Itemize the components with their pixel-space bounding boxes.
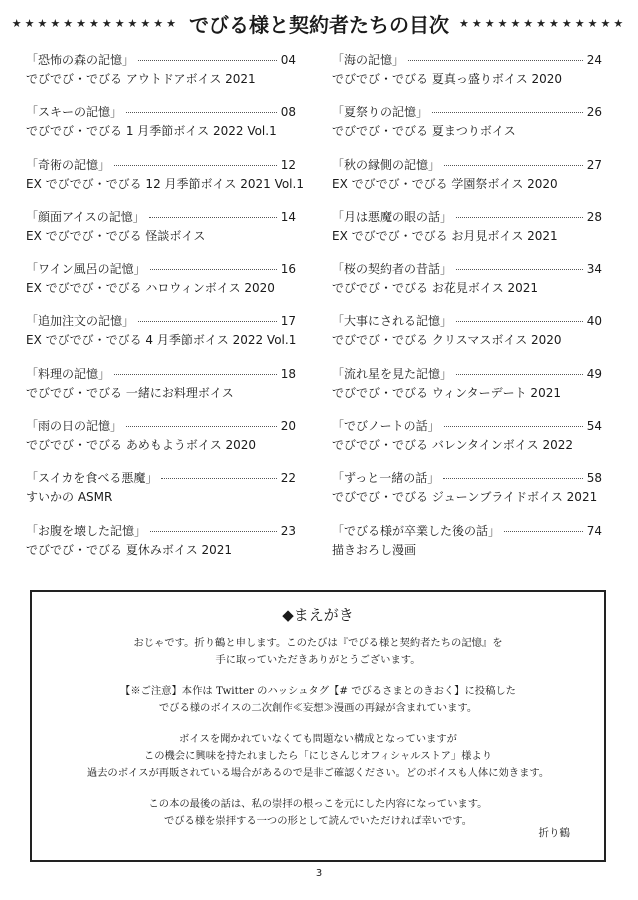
toc-entry-page: 54: [586, 419, 602, 434]
toc-entry-title: 「ワイン風呂の記憶」: [26, 262, 146, 277]
toc-entry: [332, 261, 602, 313]
toc-entry-title: 「スキーの記憶」: [26, 105, 123, 120]
toc-entry-page: 16: [280, 262, 296, 277]
toc-entry-title: 「でびノートの話」: [332, 419, 440, 434]
page-header: [0, 8, 638, 38]
page-title: でびる様と契約者たちの目次: [189, 12, 449, 37]
leader-dots: [126, 112, 277, 113]
leader-dots: [443, 478, 582, 479]
toc-entry: [26, 523, 296, 575]
toc-entry-page: 58: [586, 471, 602, 486]
toc-entry-subtitle: でびでび・でびる 一緒にお料理ボイス: [26, 385, 234, 400]
leader-dots: [114, 374, 277, 375]
toc-entry: [26, 470, 296, 522]
toc-entry-title: 「顔面アイスの記憶」: [26, 209, 145, 224]
preface-line: 手に取っていただきありがとうございます。: [215, 654, 421, 666]
toc-entry-page: 04: [280, 53, 296, 67]
toc-column-left: [26, 52, 304, 575]
leader-dots: [408, 60, 583, 61]
toc-entry: [332, 157, 602, 209]
toc-entry-page: 18: [280, 366, 296, 381]
toc-entry-subtitle: でびでび・でびる あめもようボイス 2020: [26, 438, 257, 453]
preface-box: [30, 590, 606, 862]
preface-line: この機会に興味を持たれましたら「にじさんじオフィシャルストア」様より: [143, 750, 493, 762]
toc-entry-subtitle: でびでび・でびる ジューンブライドボイス 2021: [332, 490, 598, 505]
preface-line: この本の最後の話は、私の崇拝の根っこを元にした内容になっています。: [148, 798, 488, 810]
toc-entry-title: 「流れ星を見た記憶」: [332, 366, 453, 381]
toc-entry-title: 「雨の日の記憶」: [26, 419, 123, 434]
toc-entry-subtitle: でびでび・でびる 夏まつりボイス: [332, 124, 516, 139]
toc-entry-page: 14: [280, 209, 296, 224]
toc-entry: [26, 313, 296, 365]
toc-entry-title: 「追加注文の記憶」: [26, 314, 135, 329]
leader-dots: [138, 60, 277, 61]
toc-entry-title: 「月は悪魔の眼の話」: [332, 209, 453, 224]
toc-entry: [26, 418, 296, 470]
toc-entry-subtitle: EX でびでび・でびる 12 月季節ボイス 2021 Vol.1: [26, 176, 304, 191]
leader-dots: [432, 112, 583, 113]
toc-entry-title: 「桜の契約者の昔話」: [332, 262, 453, 277]
preface-line: 過去のボイスが再販されている場合があるので是非ご確認ください。どのボイスも人体に効きます。: [86, 767, 550, 779]
table-of-contents: [26, 52, 614, 575]
toc-entry-title: 「スイカを食べる悪魔」: [26, 471, 158, 486]
preface-paragraph: [32, 635, 604, 669]
toc-entry-subtitle: EX でびでび・でびる 怪談ボイス: [26, 228, 206, 243]
toc-entry-subtitle: でびでび・でびる 夏休みボイス 2021: [26, 542, 233, 557]
leader-dots: [114, 165, 277, 166]
toc-entry-title: 「ずっと一緒の話」: [332, 471, 440, 486]
toc-entry-title: 「恐怖の森の記憶」: [26, 53, 135, 67]
toc-entry-subtitle: でびでび・でびる 1 月季節ボイス 2022 Vol.1: [26, 124, 277, 139]
preface-line: おじゃです。折り鶴と申します。このたびは『でびる様と契約者たちの記憶』を: [133, 637, 503, 649]
leader-dots: [149, 217, 277, 218]
leader-dots: [444, 165, 583, 166]
preface-paragraph: [32, 796, 604, 830]
leader-dots: [150, 531, 277, 532]
toc-entry-page: 12: [280, 157, 296, 172]
toc-entry-subtitle: EX でびでび・でびる 学園祭ボイス 2020: [332, 176, 558, 191]
leader-dots: [126, 426, 277, 427]
toc-entry: [332, 366, 602, 418]
toc-entry: [332, 313, 602, 365]
leader-dots: [138, 321, 277, 322]
toc-entry-subtitle: でびでび・でびる ウィンターデート 2021: [332, 385, 561, 400]
toc-entry-title: 「秋の縁側の記憶」: [332, 157, 441, 172]
toc-entry-subtitle: でびでび・でびる バレンタインボイス 2022: [332, 438, 574, 453]
leader-dots: [456, 374, 583, 375]
toc-entry-subtitle: EX でびでび・でびる 4 月季節ボイス 2022 Vol.1: [26, 333, 297, 348]
toc-entry: [26, 209, 296, 261]
toc-entry-title: 「でびる様が卒業した後の話」: [332, 523, 501, 538]
toc-entry-page: 74: [586, 523, 602, 538]
toc-entry-page: 08: [280, 105, 296, 120]
preface-line: でびる様を崇拝する一つの形として読んでいただければ幸いです。: [163, 815, 473, 827]
toc-entry: [26, 157, 304, 209]
toc-entry-title: 「奇術の記憶」: [26, 157, 111, 172]
stars-left-decoration: ★★★★★★★★★★★★★: [11, 16, 179, 30]
toc-entry-subtitle: でびでび・でびる アウトドアボイス 2021: [26, 72, 256, 86]
toc-entry: [332, 523, 602, 575]
author-signature: 折り鶴: [538, 827, 570, 839]
toc-entry: [26, 261, 296, 313]
toc-entry-subtitle: でびでび・でびる お花見ボイス 2021: [332, 281, 539, 296]
toc-entry: [332, 418, 602, 470]
toc-entry: [332, 52, 602, 104]
toc-entry-page: 26: [586, 105, 602, 120]
toc-entry-title: 「料理の記憶」: [26, 366, 111, 381]
toc-entry-page: 49: [586, 366, 602, 381]
toc-entry: [332, 104, 602, 156]
toc-entry-subtitle: でびでび・でびる 夏真っ盛りボイス 2020: [332, 72, 563, 86]
toc-entry: [332, 470, 602, 522]
toc-entry-page: 24: [586, 53, 602, 67]
toc-entry-subtitle: 描きおろし漫画: [332, 542, 417, 557]
leader-dots: [161, 478, 276, 479]
preface-line: 【※ご注意】本作は Twitter のハッシュタグ【# でびるさまとのきおく】に投稿した: [120, 685, 516, 697]
toc-entry-page: 17: [280, 314, 296, 329]
leader-dots: [456, 321, 583, 322]
toc-entry-page: 34: [586, 262, 602, 277]
toc-entry: [332, 209, 602, 261]
toc-entry-page: 40: [586, 314, 602, 329]
preface-line: でびる様のボイスの二次創作≪妄想≫漫画の再録が含まれています。: [158, 702, 478, 714]
toc-entry: [26, 104, 296, 156]
page-number: 3: [315, 868, 323, 879]
toc-entry-title: 「大事にされる記憶」: [332, 314, 453, 329]
stars-right-decoration: ★★★★★★★★★★★★★: [459, 16, 627, 30]
toc-entry-subtitle: EX でびでび・でびる お月見ボイス 2021: [332, 228, 558, 243]
toc-entry: [26, 366, 296, 418]
toc-entry-page: 22: [280, 471, 296, 486]
toc-entry-title: 「お腹を壊した記憶」: [26, 523, 147, 538]
toc-entry: [26, 52, 296, 104]
preface-paragraph: [32, 731, 604, 782]
toc-entry-subtitle: EX でびでび・でびる ハロウィンボイス 2020: [26, 281, 275, 296]
leader-dots: [444, 426, 583, 427]
toc-entry-page: 27: [586, 157, 602, 172]
toc-entry-page: 20: [280, 419, 296, 434]
preface-paragraph: [32, 683, 604, 717]
toc-entry-title: 「夏祭りの記憶」: [332, 105, 429, 120]
leader-dots: [504, 531, 583, 532]
toc-column-right: [332, 52, 602, 575]
preface-title: ◆まえがき: [282, 606, 354, 624]
toc-entry-page: 23: [280, 523, 296, 538]
toc-entry-subtitle: すいかの ASMR: [26, 490, 113, 505]
toc-entry-subtitle: でびでび・でびる クリスマスボイス 2020: [332, 333, 562, 348]
toc-entry-page: 28: [586, 209, 602, 224]
preface-line: ボイスを聞かれていなくても問題ない構成となっていますが: [179, 733, 457, 745]
toc-entry-title: 「海の記憶」: [332, 53, 405, 67]
leader-dots: [456, 217, 583, 218]
leader-dots: [456, 269, 583, 270]
leader-dots: [150, 269, 277, 270]
